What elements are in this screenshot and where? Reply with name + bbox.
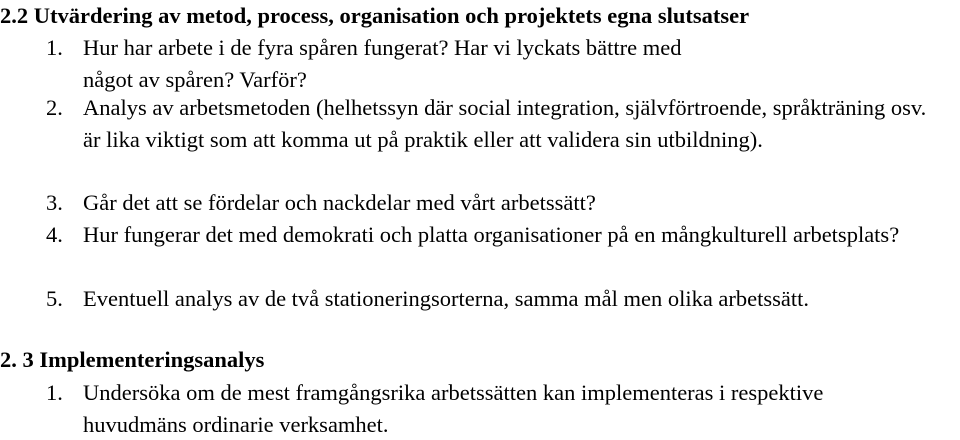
list-item-number: 4. bbox=[46, 222, 63, 247]
list-item bbox=[46, 32, 956, 95]
list-item-text: Går det att se fördelar och nackdelar med vårt arbetssätt? bbox=[83, 190, 596, 215]
list-item-text: Eventuell analys av de två stationeringsorterna, samma mål men olika arbetssätt. bbox=[83, 286, 810, 311]
list-item-number: 2. bbox=[46, 95, 63, 120]
list-item-number: 1. bbox=[46, 380, 63, 405]
list-item-text: Analys av arbetsmetoden (helhetssyn där social integration, självförtroende, språkträning osv. är lika viktigt som att komma ut på praktik eller att validera sin utbildning). bbox=[83, 95, 927, 152]
list-item-number: 1. bbox=[46, 35, 63, 60]
list-item-text: Hur har arbete i de fyra spåren fungerat? Har vi lyckats bättre med något av spåren? Varför? bbox=[83, 35, 682, 92]
list-item bbox=[46, 283, 956, 315]
section-heading-implementeringsanalys: 2. 3 Implementeringsanalys bbox=[0, 347, 265, 372]
section-heading-utvardering: 2.2 Utvärdering av metod, process, organisation och projektets egna slutsatser bbox=[0, 3, 750, 28]
list-item-number: 5. bbox=[46, 286, 63, 311]
list-item bbox=[46, 92, 956, 155]
list-item-text: Undersöka om de mest framgångsrika arbetssätten kan implementeras i respektive huvudmäns ordinarie verksamhet. bbox=[83, 380, 824, 437]
list-item bbox=[46, 377, 956, 440]
list-item bbox=[46, 219, 956, 251]
list-item-text: Hur fungerar det med demokrati och platta organisationer på en mångkulturell arbetsplats? bbox=[83, 222, 900, 247]
list-item-number: 3. bbox=[46, 190, 63, 215]
list-item bbox=[46, 187, 956, 219]
